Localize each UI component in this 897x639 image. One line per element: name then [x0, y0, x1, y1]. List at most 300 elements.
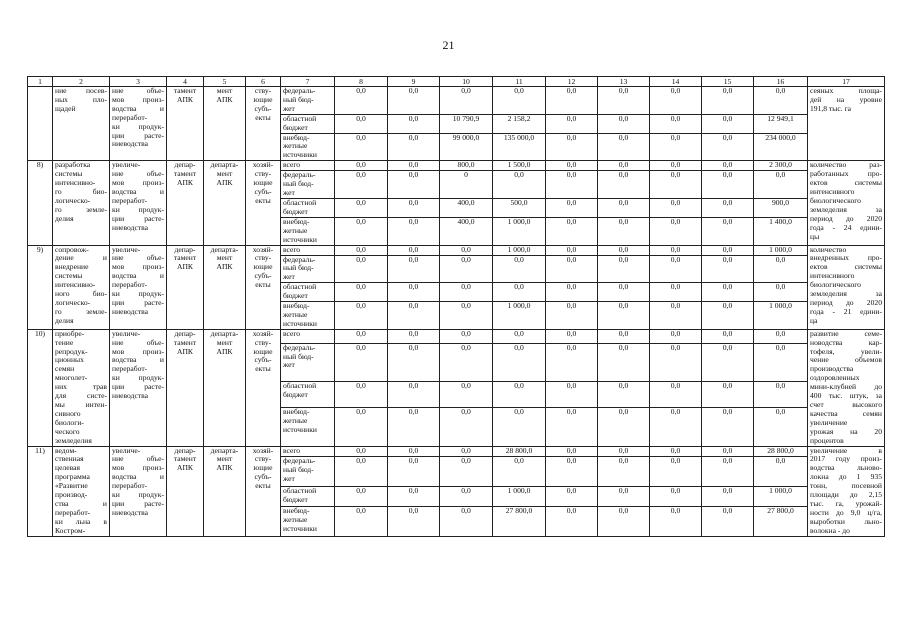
participants-cell-line: ству- — [254, 338, 272, 347]
funding-source-cell — [281, 217, 335, 245]
funding-value: 1 500,0 — [493, 161, 546, 171]
executor-cell-line: АПК — [176, 95, 194, 104]
funding-value: 0 — [440, 171, 493, 199]
participants-cell-line: ющие — [253, 263, 273, 272]
funding-value: 0,0 — [546, 171, 598, 199]
funding-source-cell — [281, 114, 335, 133]
funding-value: 900,0 — [754, 198, 808, 217]
measure-name-cell — [53, 245, 110, 329]
participants-cell-line: екты — [255, 196, 271, 205]
goal-cell-line: ние объе- — [112, 455, 164, 464]
goal-cell-line: переработ- — [112, 482, 148, 491]
expected-result-cell-line: года - 21 едини- — [810, 307, 882, 316]
measure-name-cell-line: переработ- — [55, 508, 91, 517]
funding-source-line: федераль- — [283, 171, 316, 180]
funding-value: 0,0 — [702, 161, 754, 171]
expected-result-cell-line: площади до 2,15 — [810, 491, 882, 500]
funding-value: 99 000,0 — [440, 133, 493, 161]
coexecutor-cell — [204, 87, 246, 161]
goal-cell-line: ции расте- — [112, 298, 164, 307]
funding-value: 2 300,0 — [754, 161, 808, 171]
expected-result-cell — [808, 245, 885, 329]
goal-cell-line: ние объе- — [112, 338, 164, 347]
funding-value: 0,0 — [598, 506, 650, 536]
funding-value: 0,0 — [440, 329, 493, 343]
participants-cell-line: субъ- — [254, 187, 272, 196]
goal-cell-line: водства и — [112, 356, 164, 365]
column-number: 7 — [281, 77, 335, 87]
funding-source-cell — [281, 382, 335, 408]
funding-value: 0,0 — [546, 506, 598, 536]
measure-name-cell-line: них трав — [55, 383, 107, 392]
expected-result-cell — [808, 329, 885, 446]
measure-name-cell-line: интенсивно- — [55, 281, 96, 290]
expected-result-cell-line: оздоровленных — [810, 374, 860, 383]
funding-value: 27 800,0 — [493, 506, 546, 536]
measure-name-cell-line: ственная — [55, 455, 84, 464]
funding-value: 0,0 — [598, 343, 650, 381]
goal-cell-line: переработ- — [112, 365, 148, 374]
executor-cell-line: тамент — [173, 455, 197, 464]
expected-result-cell-line: земледелия за — [810, 290, 882, 299]
funding-source-cell — [281, 283, 335, 302]
expected-result-cell-line: период до 2020 — [810, 214, 882, 223]
executor-cell-line: тамент — [173, 87, 197, 95]
coexecutor-cell — [204, 446, 246, 536]
executor-cell-line: депар- — [174, 446, 196, 455]
measure-name-cell-line: ных пло- — [55, 95, 107, 104]
table-row — [28, 329, 885, 343]
column-number: 17 — [808, 77, 885, 87]
measure-name-cell-line: логическо- — [55, 298, 91, 307]
measure-name-cell-line: разработка — [55, 161, 91, 170]
funding-source-cell — [281, 171, 335, 199]
funding-source-line: областной — [283, 114, 317, 123]
executor-cell-line: тамент — [173, 170, 197, 179]
funding-value: 0,0 — [493, 171, 546, 199]
funding-value: 0,0 — [335, 198, 388, 217]
expected-result-cell-line: ектов системы — [810, 179, 882, 188]
participants-cell-line: екты — [255, 113, 271, 122]
funding-value: 1 400,0 — [754, 217, 808, 245]
table-row — [28, 87, 885, 115]
funding-value: 0,0 — [546, 382, 598, 408]
measure-name-cell-line: земледелия — [55, 436, 92, 445]
goal-cell-line: ние объе- — [112, 87, 164, 95]
participants-cell-line: субъ- — [254, 104, 272, 113]
funding-source-line: федераль- — [283, 343, 316, 352]
funding-value: 0,0 — [598, 329, 650, 343]
executor-cell-line: тамент — [173, 338, 197, 347]
participants-cell-line: ющие — [253, 347, 273, 356]
funding-source-line: бюджет — [283, 390, 308, 399]
participants-cell — [246, 87, 281, 161]
executor-cell-line: депар- — [174, 161, 196, 170]
funding-source-cell — [281, 457, 335, 487]
funding-value: 0,0 — [702, 255, 754, 283]
coexecutor-cell-line: департа- — [210, 329, 239, 338]
funding-value: 0,0 — [335, 408, 388, 446]
funding-value: 400,0 — [440, 198, 493, 217]
participants-cell-line: ству- — [254, 170, 272, 179]
funding-value: 0,0 — [598, 486, 650, 506]
funding-value: 0,0 — [335, 114, 388, 133]
funding-value: 0,0 — [335, 382, 388, 408]
expected-result-cell-line: количество раз- — [810, 161, 882, 170]
measure-number: 11) — [28, 446, 53, 536]
funding-value: 0,0 — [335, 283, 388, 302]
goal-cell-line: водства и — [112, 104, 164, 113]
funding-value: 0,0 — [440, 87, 493, 115]
goal-cell-line: водства и — [112, 187, 164, 196]
expected-result-cell-line: ца — [810, 316, 818, 325]
funding-value: 0,0 — [702, 87, 754, 115]
funding-value: 0,0 — [388, 446, 440, 457]
funding-source-line: всего — [283, 329, 301, 338]
funding-source-line: источники — [283, 524, 317, 533]
measure-name-cell-line: ческого — [55, 427, 80, 436]
expected-result-cell-line: ектов системы — [810, 263, 882, 272]
funding-value: 0,0 — [440, 506, 493, 536]
funding-value: 0,0 — [546, 255, 598, 283]
funding-value: 0,0 — [598, 217, 650, 245]
funding-source-line: ный бюд- — [283, 352, 314, 361]
funding-value: 0,0 — [754, 283, 808, 302]
coexecutor-cell — [204, 329, 246, 446]
goal-cell — [110, 245, 167, 329]
funding-value: 0,0 — [702, 302, 754, 330]
funding-source-line: жетные — [283, 310, 308, 319]
funding-source-cell — [281, 133, 335, 161]
expected-result-cell-line: земледелия за — [810, 205, 882, 214]
measure-name-cell-line: интенсивно- — [55, 179, 96, 188]
funding-source-line: жет — [283, 189, 295, 198]
measure-name-cell-line: репродук- — [55, 347, 88, 356]
executor-cell — [167, 446, 204, 536]
measure-name-cell-line: ведом- — [55, 446, 77, 455]
measure-name-cell-line: сивного — [55, 409, 81, 418]
goal-cell-line: мов произ- — [112, 95, 164, 104]
executor-cell-line: тамент — [173, 254, 197, 263]
column-number: 16 — [754, 77, 808, 87]
expected-result-cell-line: внедренных про- — [810, 254, 882, 263]
funding-value: 1 000,0 — [493, 217, 546, 245]
column-number: 5 — [204, 77, 246, 87]
coexecutor-cell-line: АПК — [216, 263, 233, 272]
goal-cell-line: мов произ- — [112, 263, 164, 272]
funding-source-line: областной — [283, 283, 317, 292]
funding-value: 0,0 — [440, 486, 493, 506]
measure-name-cell-line: мы интен- — [55, 401, 107, 409]
column-number-row — [28, 77, 885, 87]
expected-result-cell-line: цы — [810, 232, 820, 241]
funding-value: 400,0 — [440, 217, 493, 245]
expected-result-cell-line: выроботки льно- — [810, 517, 882, 526]
coexecutor-cell-line: департа- — [210, 446, 239, 455]
measure-name-cell-line: ки льна в — [55, 517, 107, 526]
goal-cell — [110, 329, 167, 446]
expected-result-cell-line: качества семян — [810, 409, 882, 418]
funding-value: 0,0 — [598, 161, 650, 171]
measure-number: 8) — [28, 161, 53, 245]
measure-number: 9) — [28, 245, 53, 329]
funding-value: 0,0 — [335, 446, 388, 457]
funding-value: 0,0 — [335, 343, 388, 381]
funding-value: 28 800,0 — [493, 446, 546, 457]
goal-cell-line: увеличе- — [112, 329, 141, 338]
funding-source-cell — [281, 329, 335, 343]
coexecutor-cell — [204, 161, 246, 245]
funding-source-line: всего — [283, 161, 301, 170]
goal-cell-line: ки продук- — [112, 205, 164, 214]
column-number: 1 — [28, 77, 53, 87]
funding-value: 0,0 — [493, 255, 546, 283]
funding-value: 0,0 — [598, 302, 650, 330]
expected-result-cell-line: урожая на 20 — [810, 427, 882, 436]
expected-result-cell-line: 400 тыс. штук, за — [810, 392, 882, 401]
funding-source-cell — [281, 87, 335, 115]
goal-cell-line: водства и — [112, 473, 164, 482]
funding-value: 0,0 — [388, 171, 440, 199]
funding-value: 2 158,2 — [493, 114, 546, 133]
measure-name-cell-line: внедрение — [55, 263, 89, 272]
funding-source-line: источники — [283, 151, 317, 160]
funding-value: 0,0 — [388, 255, 440, 283]
participants-cell-line: хозяй- — [252, 161, 274, 170]
measure-name-cell-line: го земле- — [55, 205, 107, 214]
column-number: 8 — [335, 77, 388, 87]
funding-source-line: жет — [283, 475, 295, 484]
funding-value: 0,0 — [440, 408, 493, 446]
coexecutor-cell-line: АПК — [216, 179, 233, 188]
funding-value: 0,0 — [598, 87, 650, 115]
funding-source-line: бюджет — [283, 207, 308, 216]
funding-source-line: жетные — [283, 142, 308, 151]
goal-cell-line: мов произ- — [112, 347, 164, 356]
funding-value: 0,0 — [754, 255, 808, 283]
goal-cell-line: ки продук- — [112, 491, 164, 500]
measure-name-cell-line: целевая — [55, 464, 80, 473]
funding-source-line: федераль- — [283, 457, 316, 466]
funding-source-line: ный бюд- — [283, 264, 314, 273]
funding-value: 0,0 — [388, 87, 440, 115]
funding-value: 0,0 — [546, 245, 598, 255]
expected-result-cell-line: водства льново- — [810, 464, 882, 473]
goal-cell-line: ки продук- — [112, 374, 164, 383]
goal-cell-line: переработ- — [112, 281, 148, 290]
expected-result-cell-line: период до 2020 — [810, 298, 882, 307]
funding-value: 0,0 — [493, 408, 546, 446]
funding-value: 0,0 — [598, 198, 650, 217]
measure-name-cell-line: делия — [55, 214, 74, 223]
expected-result-cell-line: ности до 9,0 ц/га, — [810, 508, 882, 517]
funding-value: 0,0 — [650, 114, 702, 133]
funding-value: 0,0 — [650, 161, 702, 171]
expected-result-cell-line: тыс. га, урожай- — [810, 499, 882, 508]
measure-name-cell-line: Костром- — [55, 526, 86, 535]
funding-value: 0,0 — [335, 255, 388, 283]
funding-value: 0,0 — [598, 408, 650, 446]
measure-name-cell-line: ного био- — [55, 290, 107, 299]
funding-source-line: ный бюд- — [283, 180, 314, 189]
coexecutor-cell-line: АПК — [216, 464, 233, 473]
funding-value: 0,0 — [335, 506, 388, 536]
participants-cell-line: субъ- — [254, 473, 272, 482]
funding-source-line: бюджет — [283, 495, 308, 504]
funding-value: 0,0 — [702, 506, 754, 536]
funding-source-line: жетные — [283, 416, 308, 425]
measure-name-cell-line: многолет- — [55, 374, 88, 383]
funding-value: 0,0 — [702, 408, 754, 446]
funding-value: 0,0 — [754, 87, 808, 115]
funding-value: 135 000,0 — [493, 133, 546, 161]
column-number: 12 — [546, 77, 598, 87]
measure-name-cell-line: ционных — [55, 356, 84, 365]
column-number: 11 — [493, 77, 546, 87]
funding-value: 0,0 — [702, 283, 754, 302]
funding-source-cell — [281, 486, 335, 506]
expected-result-cell — [808, 161, 885, 245]
funding-value: 0,0 — [335, 245, 388, 255]
funding-value: 0,0 — [388, 198, 440, 217]
goal-cell — [110, 87, 167, 161]
funding-value: 0,0 — [702, 114, 754, 133]
funding-source-line: источники — [283, 425, 317, 434]
expected-result-cell — [808, 446, 885, 536]
expected-result-cell-line: интенсивного — [810, 187, 855, 196]
funding-value: 0,0 — [650, 133, 702, 161]
funding-source-line: внебюд- — [283, 133, 310, 142]
funding-value: 0,0 — [388, 329, 440, 343]
funding-source-cell — [281, 255, 335, 283]
funding-value: 0,0 — [335, 457, 388, 487]
funding-value: 0,0 — [493, 343, 546, 381]
column-number: 6 — [246, 77, 281, 87]
goal-cell-line: ции расте- — [112, 383, 164, 392]
funding-value: 0,0 — [440, 382, 493, 408]
goal-cell-line: ниеводства — [112, 508, 149, 517]
funding-value: 1 000,0 — [493, 486, 546, 506]
table-row — [28, 446, 885, 457]
participants-cell-line: ству- — [254, 87, 272, 95]
participants-cell — [246, 446, 281, 536]
measure-name-cell-line: производ- — [55, 491, 88, 500]
measure-name-cell-line: щадей — [55, 104, 76, 113]
coexecutor-cell-line: мент — [216, 455, 233, 464]
participants-cell-line: екты — [255, 281, 271, 290]
coexecutor-cell-line: мент — [216, 170, 233, 179]
funding-value: 0,0 — [440, 446, 493, 457]
coexecutor-cell-line: мент — [216, 87, 233, 95]
expected-result-cell-line: увеличение — [810, 418, 848, 427]
funding-source-line: областной — [283, 382, 317, 391]
expected-result-cell-line: тонн, посевной — [810, 482, 882, 491]
funding-value: 0,0 — [546, 87, 598, 115]
goal-cell-line: ниеводства — [112, 223, 149, 232]
funding-value: 0,0 — [598, 245, 650, 255]
funding-value: 0,0 — [388, 114, 440, 133]
coexecutor-cell-line: департа- — [210, 245, 239, 254]
funding-value: 0,0 — [650, 255, 702, 283]
page-number: 21 — [442, 38, 455, 52]
expected-result-cell-line: увеличение в — [810, 446, 882, 455]
column-number: 14 — [650, 77, 702, 87]
funding-value: 0,0 — [440, 343, 493, 381]
funding-value: 0,0 — [598, 457, 650, 487]
expected-result-cell — [808, 87, 885, 161]
expected-result-cell-line: интенсивного — [810, 272, 855, 281]
funding-source-line: внебюд- — [283, 506, 310, 515]
funding-value: 0,0 — [335, 302, 388, 330]
goal-cell-line: ции расте- — [112, 131, 164, 140]
measure-name-cell-line: программа — [55, 473, 90, 482]
funding-value: 0,0 — [388, 161, 440, 171]
measure-name-cell-line: дение и — [55, 254, 107, 263]
funding-value: 0,0 — [440, 302, 493, 330]
funding-source-line: жет — [283, 104, 295, 113]
funding-value: 1 000,0 — [493, 245, 546, 255]
goal-cell-line: ние объе- — [112, 254, 164, 263]
funding-value: 0,0 — [335, 133, 388, 161]
measure-name-cell-line: системы — [55, 272, 83, 281]
funding-value: 0,0 — [388, 506, 440, 536]
measure-name-cell-line: семян — [55, 365, 75, 374]
funding-source-line: жетные — [283, 515, 308, 524]
funding-value: 0,0 — [388, 217, 440, 245]
funding-source-line: внебюд- — [283, 408, 310, 417]
funding-source-line: областной — [283, 198, 317, 207]
funding-value: 0,0 — [650, 171, 702, 199]
measure-name-cell — [53, 87, 110, 161]
funding-source-cell — [281, 446, 335, 457]
funding-value: 0,0 — [702, 329, 754, 343]
funding-value: 0,0 — [702, 245, 754, 255]
goal-cell-line: увеличе- — [112, 161, 141, 170]
goal-cell-line: ние объе- — [112, 170, 164, 179]
measure-name-cell-line: логическо- — [55, 196, 91, 205]
expected-result-cell-line: сеяных площа- — [810, 87, 882, 95]
funding-value: 0,0 — [650, 457, 702, 487]
expected-result-cell-line: дей на уровне — [810, 95, 882, 104]
funding-source-line: жетные — [283, 226, 308, 235]
goal-cell-line: ки продук- — [112, 290, 164, 299]
funding-value: 0,0 — [546, 283, 598, 302]
funding-value: 0,0 — [754, 343, 808, 381]
goal-cell-line: ниеводства — [112, 392, 149, 401]
funding-value: 0,0 — [388, 408, 440, 446]
measure-name-cell-line: приобре- — [55, 329, 85, 338]
column-number: 3 — [110, 77, 167, 87]
funding-value: 0,0 — [546, 114, 598, 133]
funding-value: 0,0 — [546, 161, 598, 171]
funding-source-line: всего — [283, 446, 301, 455]
expected-result-cell-line: 2017 году произ- — [810, 455, 882, 464]
participants-cell-line: хозяй- — [252, 329, 274, 338]
executor-cell-line: депар- — [174, 329, 196, 338]
funding-value: 0,0 — [650, 217, 702, 245]
funding-value: 0,0 — [493, 457, 546, 487]
funding-value: 234 000,0 — [754, 133, 808, 161]
funding-source-cell — [281, 161, 335, 171]
funding-value: 10 790,9 — [440, 114, 493, 133]
measure-name-cell-line: тение — [55, 338, 74, 347]
goal-cell-line: ниеводства — [112, 140, 149, 149]
funding-value: 800,0 — [440, 161, 493, 171]
funding-value: 0,0 — [598, 283, 650, 302]
measure-number: 10) — [28, 329, 53, 446]
executor-cell-line: депар- — [174, 245, 196, 254]
funding-value: 0,0 — [493, 283, 546, 302]
